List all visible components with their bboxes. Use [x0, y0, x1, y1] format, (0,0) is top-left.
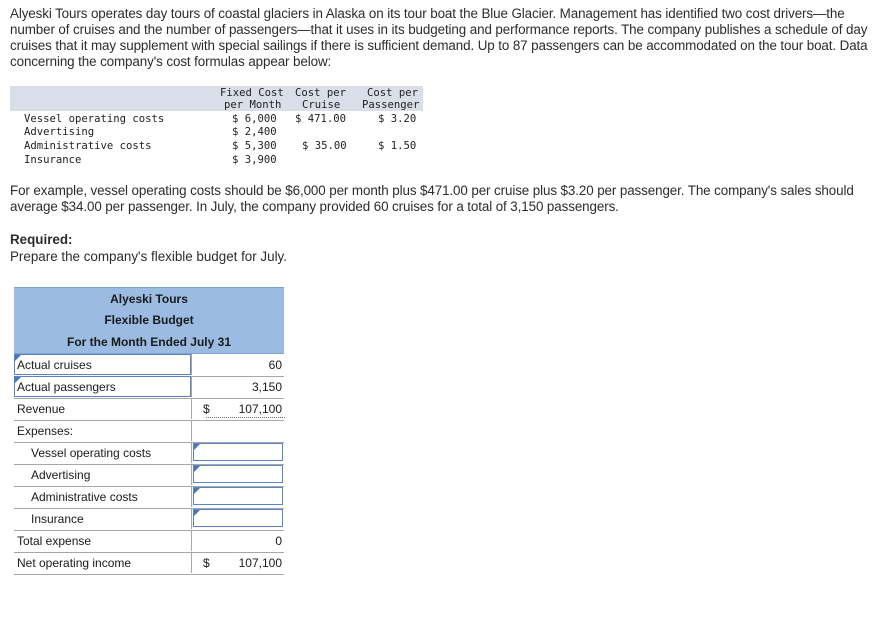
insurance-cell	[191, 508, 285, 529]
total-expense-cell	[191, 530, 285, 551]
insurance-input[interactable]	[193, 509, 283, 527]
revenue-currency: $	[203, 402, 210, 416]
row-net-operating-income	[14, 552, 284, 575]
cost-row-label: Insurance	[24, 154, 82, 166]
actual-passengers-value: 3,150	[251, 380, 282, 394]
cost-row-label: Administrative costs	[24, 140, 152, 152]
actual-cruises-value: 60	[268, 358, 282, 372]
actual-passengers-cell	[191, 376, 285, 397]
header-passenger-1: Cost per	[367, 87, 419, 99]
administrative-input[interactable]	[193, 487, 283, 505]
cost-row-fixed: $ 3,900	[232, 154, 277, 166]
cost-row-fixed: $ 2,400	[232, 126, 277, 138]
problem-intro: Alyeski Tours operates day tours of coastal glaciers in Alaska on its tour boat the Blue Glacier. Management has identified two cost drivers—the number of cruises and the number of passengers—that it uses in its budgeting and performance reports. The company publishes a schedule of day cruises that it may supplement with special sailings if there is sufficient demand. Up to 87 passengers can be accommodated on the tour boat. Data concerning the company's cost formulas appear below:	[10, 6, 868, 69]
cost-row-cruise: $ 35.00	[302, 140, 347, 152]
expenses-header-cell	[191, 420, 285, 441]
row-total-expense	[14, 530, 284, 553]
input-marker-icon	[194, 510, 200, 516]
revenue-value: 107,100	[238, 402, 282, 416]
actual-cruises-cell	[191, 354, 285, 375]
cost-row-fixed: $ 6,000	[232, 113, 277, 125]
cost-row-label: Vessel operating costs	[24, 113, 165, 125]
vessel-operating-input[interactable]	[193, 443, 283, 461]
row-actual-passengers	[14, 376, 284, 399]
net-operating-income-label: Net operating income	[17, 556, 132, 570]
required-text: Prepare the company's flexible budget for July.	[10, 249, 287, 264]
cost-row-passenger: $ 1.50	[378, 140, 417, 152]
cost-row-fixed: $ 5,300	[232, 140, 277, 152]
revenue-underline	[206, 417, 285, 418]
row-actual-cruises	[14, 354, 284, 377]
insurance-label: Insurance	[31, 512, 84, 526]
cost-row-label: Advertising	[24, 126, 95, 138]
budget-title-period: For the Month Ended July 31	[14, 331, 284, 354]
row-vessel-operating	[14, 442, 284, 465]
header-passenger-2: Passenger	[362, 99, 420, 111]
header-cruise-1: Cost per	[295, 87, 347, 99]
advertising-label: Advertising	[31, 468, 91, 482]
expenses-label: Expenses:	[17, 424, 74, 438]
vessel-operating-label: Vessel operating costs	[31, 446, 152, 460]
row-advertising	[14, 464, 284, 487]
total-expense-label: Total expense	[17, 534, 92, 548]
budget-title-company: Alyeski Tours	[14, 287, 284, 310]
row-revenue	[14, 398, 284, 421]
revenue-label: Revenue	[17, 402, 66, 416]
administrative-cell	[191, 486, 285, 507]
net-operating-income-cell	[191, 552, 285, 573]
noi-currency: $	[203, 556, 210, 570]
row-expenses-header	[14, 420, 284, 443]
cost-row-cruise: $ 471.00	[295, 113, 347, 125]
vessel-operating-cell	[191, 442, 285, 463]
administrative-label: Administrative costs	[31, 490, 138, 504]
header-fixed-2: per Month	[224, 99, 282, 111]
cost-row-passenger: $ 3.20	[378, 113, 417, 125]
advertising-input[interactable]	[193, 465, 283, 483]
actual-cruises-label: Actual cruises	[17, 358, 92, 372]
flexible-budget-table	[14, 287, 284, 575]
input-marker-icon	[194, 488, 200, 494]
required-heading: Required:	[10, 232, 73, 247]
header-cruise-2: Cruise	[302, 99, 341, 111]
budget-title-name: Flexible Budget	[14, 309, 284, 331]
revenue-cell	[191, 398, 285, 419]
advertising-cell	[191, 464, 285, 485]
row-insurance	[14, 508, 284, 531]
row-administrative	[14, 486, 284, 509]
total-expense-value: 0	[275, 534, 282, 548]
header-fixed-1: Fixed Cost	[220, 87, 284, 99]
net-operating-income-value: 107,100	[238, 556, 282, 570]
input-marker-icon	[194, 466, 200, 472]
input-marker-icon	[194, 444, 200, 450]
problem-example: For example, vessel operating costs should be $6,000 per month plus $471.00 per cruise plus $3.20 per passenger. The company's sales should average $34.00 per passenger. In July, the company provided 60 cruises for a total of 3,150 passengers.	[10, 183, 854, 214]
actual-passengers-label: Actual passengers	[17, 380, 116, 394]
